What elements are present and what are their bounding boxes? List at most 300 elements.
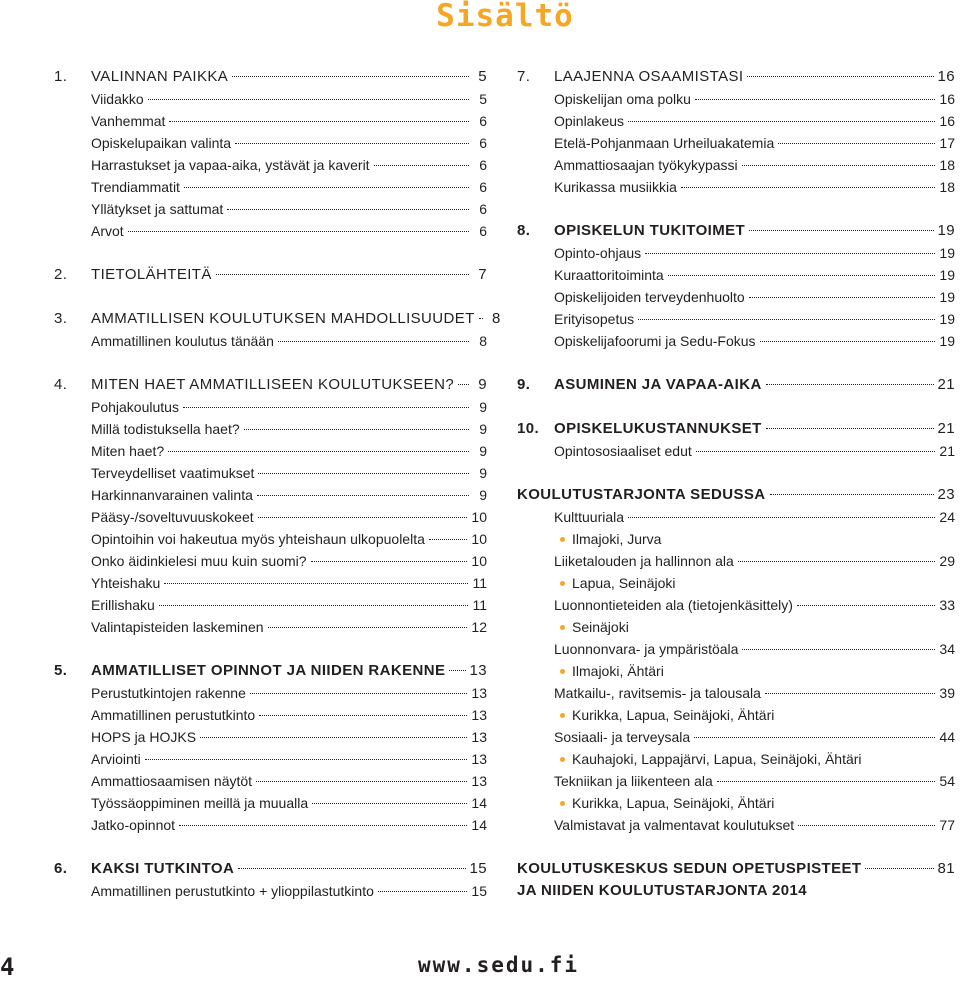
toc-page-number: 6 [479,135,487,151]
toc-section-entry [54,374,487,396]
dot-leader [749,297,936,298]
toc-entry-text: Trendiammatit [91,179,180,195]
toc-section-entry [54,660,487,682]
toc-entry-text: Matkailu-, ravitsemis- ja talousala [554,685,761,701]
dot-leader [458,384,469,385]
toc-entry-text: JA NIIDEN KOULUTUSTARJONTA 2014 [517,882,807,899]
toc-entry-label [517,418,762,440]
dot-leader [479,318,483,319]
toc-section-entry [54,66,487,88]
toc-entry-label [54,132,231,154]
toc-entry-label [517,660,664,682]
toc-entry-text: AMMATILLISET OPINNOT JA NIIDEN RAKENNE [91,662,446,679]
toc-page-number: 9 [478,376,487,393]
toc-entry-label [517,726,690,748]
dot-leader [311,561,468,562]
toc-spacer [54,286,487,308]
toc-spacer [54,638,487,660]
toc-section-entry [517,66,955,88]
toc-subentry [517,154,955,176]
toc-subentry [54,616,487,638]
toc-subentry [517,440,955,462]
toc-entry-label [517,880,807,902]
toc-page-number: 16 [939,91,955,107]
toc-entry-label [54,462,254,484]
toc-spacer [517,836,955,858]
toc-subentry [54,330,487,352]
toc-entry-label [517,748,862,770]
toc-entry-text: Arvot [91,223,124,239]
toc-page-number: 54 [939,773,955,789]
toc-page-number: 8 [491,310,501,327]
toc-entry-label [54,220,124,242]
toc-entry-label [517,308,634,330]
toc-section-number: 6. [54,860,68,877]
toc-entry-label [54,792,308,814]
toc-section-number: 9. [517,376,531,393]
dot-leader [695,99,935,100]
dot-leader [258,517,468,518]
toc-entry-label [54,660,445,682]
toc-entry-text: Liiketalouden ja hallinnon ala [554,553,734,569]
toc-entry-text: OPISKELUN TUKITOIMET [554,222,746,239]
toc-subentry [54,110,487,132]
toc-section-number: 2. [54,266,68,283]
toc-page-number: 13 [471,751,487,767]
dot-leader [778,143,935,144]
toc-spacer [54,836,487,858]
toc-entry-text: Perustutkintojen rakenne [91,685,246,701]
toc-entry-text: Kurikka, Lapua, Seinäjoki, Ähtäri [572,707,775,723]
toc-entry-text: Harrastukset ja vapaa-aika, ystävät ja kaverit [91,157,370,173]
toc-page-number: 21 [937,420,955,437]
page-title: Sisältö [436,0,574,34]
toc-entry-text: Pohjakoulutus [91,399,179,415]
toc-page-number: 19 [939,333,955,349]
dot-leader [742,165,936,166]
toc-page-number: 6 [479,179,487,195]
toc-entry-label [54,682,246,704]
toc-section-number: 10. [517,420,540,437]
toc-entry-text: Työssäoppiminen meillä ja muualla [91,795,309,811]
toc-spacer [517,396,955,418]
toc-page-number: 6 [479,113,487,129]
toc-section-number: 5. [54,662,68,679]
toc-left-column [54,66,501,902]
toc-entry-text: Opinlakeus [554,113,625,129]
toc-entry-text: Terveydelliset vaatimukset [91,465,255,481]
toc-entry-label [517,66,743,88]
toc-subentry [54,528,487,550]
toc-subentry [517,550,955,572]
toc-entry-text: Opinto-ohjaus [554,245,642,261]
dot-leader [312,803,467,804]
dot-leader [766,384,934,385]
toc-subentry [54,594,487,616]
toc-page-number: 5 [478,68,487,85]
toc-entry-text: LAAJENNA OSAAMISTASI [554,68,744,85]
dot-leader [238,868,465,869]
toc-subentry [54,682,487,704]
dot-leader [235,143,469,144]
toc-subentry [54,814,487,836]
toc-subentry [517,264,955,286]
toc-subentry [54,462,487,484]
toc-subentry [54,396,487,418]
toc-section-entry [517,858,955,880]
toc-entry-label [517,440,692,462]
dot-leader [256,781,467,782]
dot-leader [258,473,469,474]
dot-leader [449,670,465,671]
dot-leader [159,605,469,606]
toc-section-entry [517,880,955,902]
toc-page-number: 77 [939,817,955,833]
dot-leader [696,451,936,452]
toc-subentry [517,308,955,330]
toc-entry-text: KOULUTUSKESKUS SEDUN OPETUSPISTEET [517,860,862,877]
toc-entry-text: Sosiaali- ja terveysala [554,729,691,745]
toc-entry-text: Kuraattoritoiminta [554,267,664,283]
toc-page-number: 15 [471,883,487,899]
toc-page-number: 33 [939,597,955,613]
toc-page-number: 9 [479,399,487,415]
toc-location-item [517,748,955,770]
toc-section-number: 4. [54,376,68,393]
toc-entry-label [54,528,425,550]
toc-subentry [54,704,487,726]
toc-entry-text: Kauhajoki, Lappajärvi, Lapua, Seinäjoki, Ähtäri [572,751,862,767]
dot-leader [865,868,933,869]
toc-subentry [517,814,955,836]
toc-page-number: 15 [469,860,487,877]
toc-location-item [517,572,955,594]
toc-entry-text: Etelä-Pohjanmaan Urheiluakatemia [554,135,775,151]
footer-url: www.sedu.fi [418,953,580,977]
toc-section-entry [517,484,955,506]
toc-entry-label [517,242,641,264]
dot-leader [738,561,936,562]
toc-spacer [54,242,487,264]
toc-entry-label [517,154,738,176]
toc-section-entry [54,308,501,330]
toc-page-number: 19 [939,311,955,327]
toc-entry-text: Erillishaku [91,597,155,613]
dot-leader [628,121,935,122]
toc-entry-label [54,726,196,748]
toc-subentry [517,286,955,308]
dot-leader [164,583,468,584]
toc-page-number: 19 [939,289,955,305]
toc-entry-label [517,814,794,836]
toc-subentry [54,440,487,462]
toc-entry-label [54,330,274,352]
toc-entry-label [517,220,745,242]
toc-section-entry [517,418,955,440]
toc-entry-label [54,264,212,286]
toc-page-number: 13 [469,662,487,679]
toc-section-number: 3. [54,310,68,327]
toc-page-number: 34 [939,641,955,657]
dot-leader [232,76,469,77]
toc-entry-text: Yllätykset ja sattumat [91,201,224,217]
toc-entry-label [54,308,475,330]
toc-subentry [54,726,487,748]
toc-subentry [517,176,955,198]
dot-leader [742,649,935,650]
dot-leader [179,825,467,826]
toc-entry-text: KOULUTUSTARJONTA SEDUSSA [517,486,766,503]
toc-entry-label [517,792,774,814]
toc-entry-text: OPISKELUKUSTANNUKSET [554,420,762,437]
toc-entry-label [54,506,254,528]
toc-spacer [517,462,955,484]
dot-leader [797,605,935,606]
toc-right-column [517,66,955,902]
toc-entry-text: Jatko-opinnot [91,817,176,833]
toc-subentry [54,220,487,242]
toc-entry-label [517,858,861,880]
toc-page-number: 19 [937,222,955,239]
toc-entry-text: Kurikka, Lapua, Seinäjoki, Ähtäri [572,795,775,811]
toc-subentry [54,550,487,572]
toc-location-item [517,792,955,814]
toc-entry-text: Arviointi [91,751,141,767]
toc-entry-text: Yhteishaku [91,575,161,591]
toc-entry-text: Millä todistuksella haet? [91,421,240,437]
toc-entry-text: Ilmajoki, Ähtäri [572,663,664,679]
toc-entry-text: Opiskelupaikan valinta [91,135,232,151]
toc-entry-label [54,374,454,396]
toc-location-item [517,528,955,550]
dot-leader [128,231,469,232]
toc-entry-label [517,176,677,198]
toc-entry-text: Pääsy-/soveltuvuuskokeet [91,509,254,525]
toc-subentry [54,176,487,198]
toc-entry-label [54,154,370,176]
toc-page-number: 10 [471,531,487,547]
toc-spacer [517,198,955,220]
toc-entry-text: Lapua, Seinäjoki [572,575,676,591]
toc-entry-text: Luonnonvara- ja ympäristöala [554,641,739,657]
toc-page-number: 81 [937,860,955,877]
toc-entry-text: Kurikassa musiikkia [554,179,677,195]
toc-subentry [54,132,487,154]
dot-leader [749,230,933,231]
toc-page-number: 9 [479,465,487,481]
dot-leader [681,187,935,188]
dot-leader [770,494,934,495]
dot-leader [628,517,935,518]
toc-subentry [54,154,487,176]
toc-page-number: 13 [471,773,487,789]
toc-page-number: 21 [939,443,955,459]
toc-subentry [517,682,955,704]
toc-section-entry [517,220,955,242]
toc-entry-text: AMMATILLISEN KOULUTUKSEN MAHDOLLISUUDET [91,310,475,327]
dot-leader [638,319,935,320]
toc-subentry [517,132,955,154]
toc-entry-label [54,770,252,792]
toc-page-number: 6 [479,223,487,239]
toc-entry-label [517,132,774,154]
toc-entry-label [54,66,228,88]
toc-page-number: 39 [939,685,955,701]
toc-subentry [54,748,487,770]
dot-leader [168,451,469,452]
toc-location-item [517,616,955,638]
toc-page-number: 29 [939,553,955,569]
toc-subentry [54,506,487,528]
toc-subentry [517,88,955,110]
dot-leader [244,429,469,430]
toc-entry-label [54,572,160,594]
toc-subentry [54,484,487,506]
toc-entry-label [54,484,253,506]
toc-section-entry [517,374,955,396]
toc-page-number: 5 [479,91,487,107]
toc-page-number: 11 [472,575,487,591]
toc-entry-label [517,682,761,704]
toc-entry-text: Miten haet? [91,443,165,459]
dot-leader [668,275,936,276]
toc-entry-text: Opiskelijan oma polku [554,91,691,107]
toc-entry-label [54,594,155,616]
toc-entry-text: Vanhemmat [91,113,166,129]
toc-entry-label [517,572,676,594]
toc-entry-label [54,814,175,836]
toc-page-number: 6 [479,157,487,173]
toc-section-entry [54,264,487,286]
toc-entry-text: Opintoihin voi hakeutua myös yhteishaun ulkopuolelta [91,531,425,547]
toc-page-number: 9 [479,421,487,437]
dot-leader [374,165,469,166]
dot-leader [429,539,468,540]
toc-entry-text: MITEN HAET AMMATILLISEEN KOULUTUKSEEN? [91,376,455,393]
toc-page-number: 9 [479,443,487,459]
toc-page-number: 44 [939,729,955,745]
toc-entry-label [517,264,664,286]
dot-leader [216,274,469,275]
dot-leader [257,495,469,496]
toc-page-number: 18 [939,179,955,195]
toc-subentry [517,638,955,660]
toc-entry-label [517,770,713,792]
toc-entry-label [54,440,164,462]
toc-page-number: 19 [939,267,955,283]
toc-subentry [517,726,955,748]
toc-spacer [517,352,955,374]
toc-subentry [54,88,487,110]
dot-leader [765,693,935,694]
toc-entry-text: TIETOLÄHTEITÄ [91,266,212,283]
toc-entry-label [517,506,624,528]
toc-page-number: 7 [478,266,487,283]
toc-subentry [54,572,487,594]
toc-page-number: 13 [471,729,487,745]
page-number: 4 [0,953,15,981]
toc-page-number: 12 [471,619,487,635]
toc-entry-label [517,594,793,616]
toc-entry-label [54,550,307,572]
toc-entry-text: Valintapisteiden laskeminen [91,619,264,635]
toc-entry-label [54,880,374,902]
dot-leader [278,341,469,342]
toc-page-number: 6 [479,201,487,217]
toc-entry-label [54,110,165,132]
toc-entry-label [54,704,255,726]
toc-page-number: 14 [471,817,487,833]
toc-subentry [517,242,955,264]
toc-entry-text: Seinäjoki [572,619,629,635]
toc-page-number: 9 [479,487,487,503]
toc-entry-text: Opintososiaaliset edut [554,443,692,459]
toc-page-number: 8 [479,333,487,349]
toc-subentry [517,330,955,352]
toc-location-item [517,704,955,726]
toc-entry-label [517,528,661,550]
toc-entry-label [517,374,762,396]
toc-entry-label [517,330,756,352]
toc-entry-text: Opiskelijoiden terveydenhuolto [554,289,745,305]
toc-entry-text: Ilmajoki, Jurva [572,531,662,547]
toc-entry-label [54,176,180,198]
toc-page-number: 14 [471,795,487,811]
toc-entry-label [54,418,240,440]
toc-page-number: 10 [471,553,487,569]
dot-leader [183,407,469,408]
toc-entry-label [517,704,774,726]
toc-entry-label [517,88,691,110]
dot-leader [378,891,468,892]
toc-entry-text: VALINNAN PAIKKA [91,68,229,85]
toc-entry-text: Opiskelijafoorumi ja Sedu-Fokus [554,333,756,349]
dot-leader [747,76,933,77]
toc-entry-text: Ammatillinen perustutkinto [91,707,256,723]
toc-section-number: 8. [517,222,531,239]
toc-subentry [54,792,487,814]
toc-entry-text: Kulttuuriala [554,509,625,525]
toc-entry-text: Ammatillinen koulutus tänään [91,333,274,349]
toc-subentry [54,770,487,792]
dot-leader [184,187,469,188]
toc-entry-label [54,396,179,418]
toc-subentry [517,594,955,616]
toc-entry-text: HOPS ja HOJKS [91,729,197,745]
toc-page-number: 13 [471,685,487,701]
toc-location-item [517,660,955,682]
dot-leader [798,825,935,826]
toc-entry-label [517,616,629,638]
toc-entry-text: Tekniikan ja liikenteen ala [554,773,713,789]
dot-leader [760,341,936,342]
toc-entry-label [54,748,141,770]
toc-entry-text: Erityisopetus [554,311,635,327]
dot-leader [250,693,468,694]
toc-entry-text: KAKSI TUTKINTOA [91,860,235,877]
toc-page-number: 17 [939,135,955,151]
toc-page-number: 16 [937,68,955,85]
toc-entry-label [54,88,144,110]
toc-page-number: 24 [939,509,955,525]
toc-subentry [517,770,955,792]
toc-section-number: 7. [517,68,531,85]
dot-leader [694,737,935,738]
toc-page-number: 11 [472,597,487,613]
dot-leader [766,428,934,429]
toc-entry-label [517,638,738,660]
dot-leader [145,759,468,760]
